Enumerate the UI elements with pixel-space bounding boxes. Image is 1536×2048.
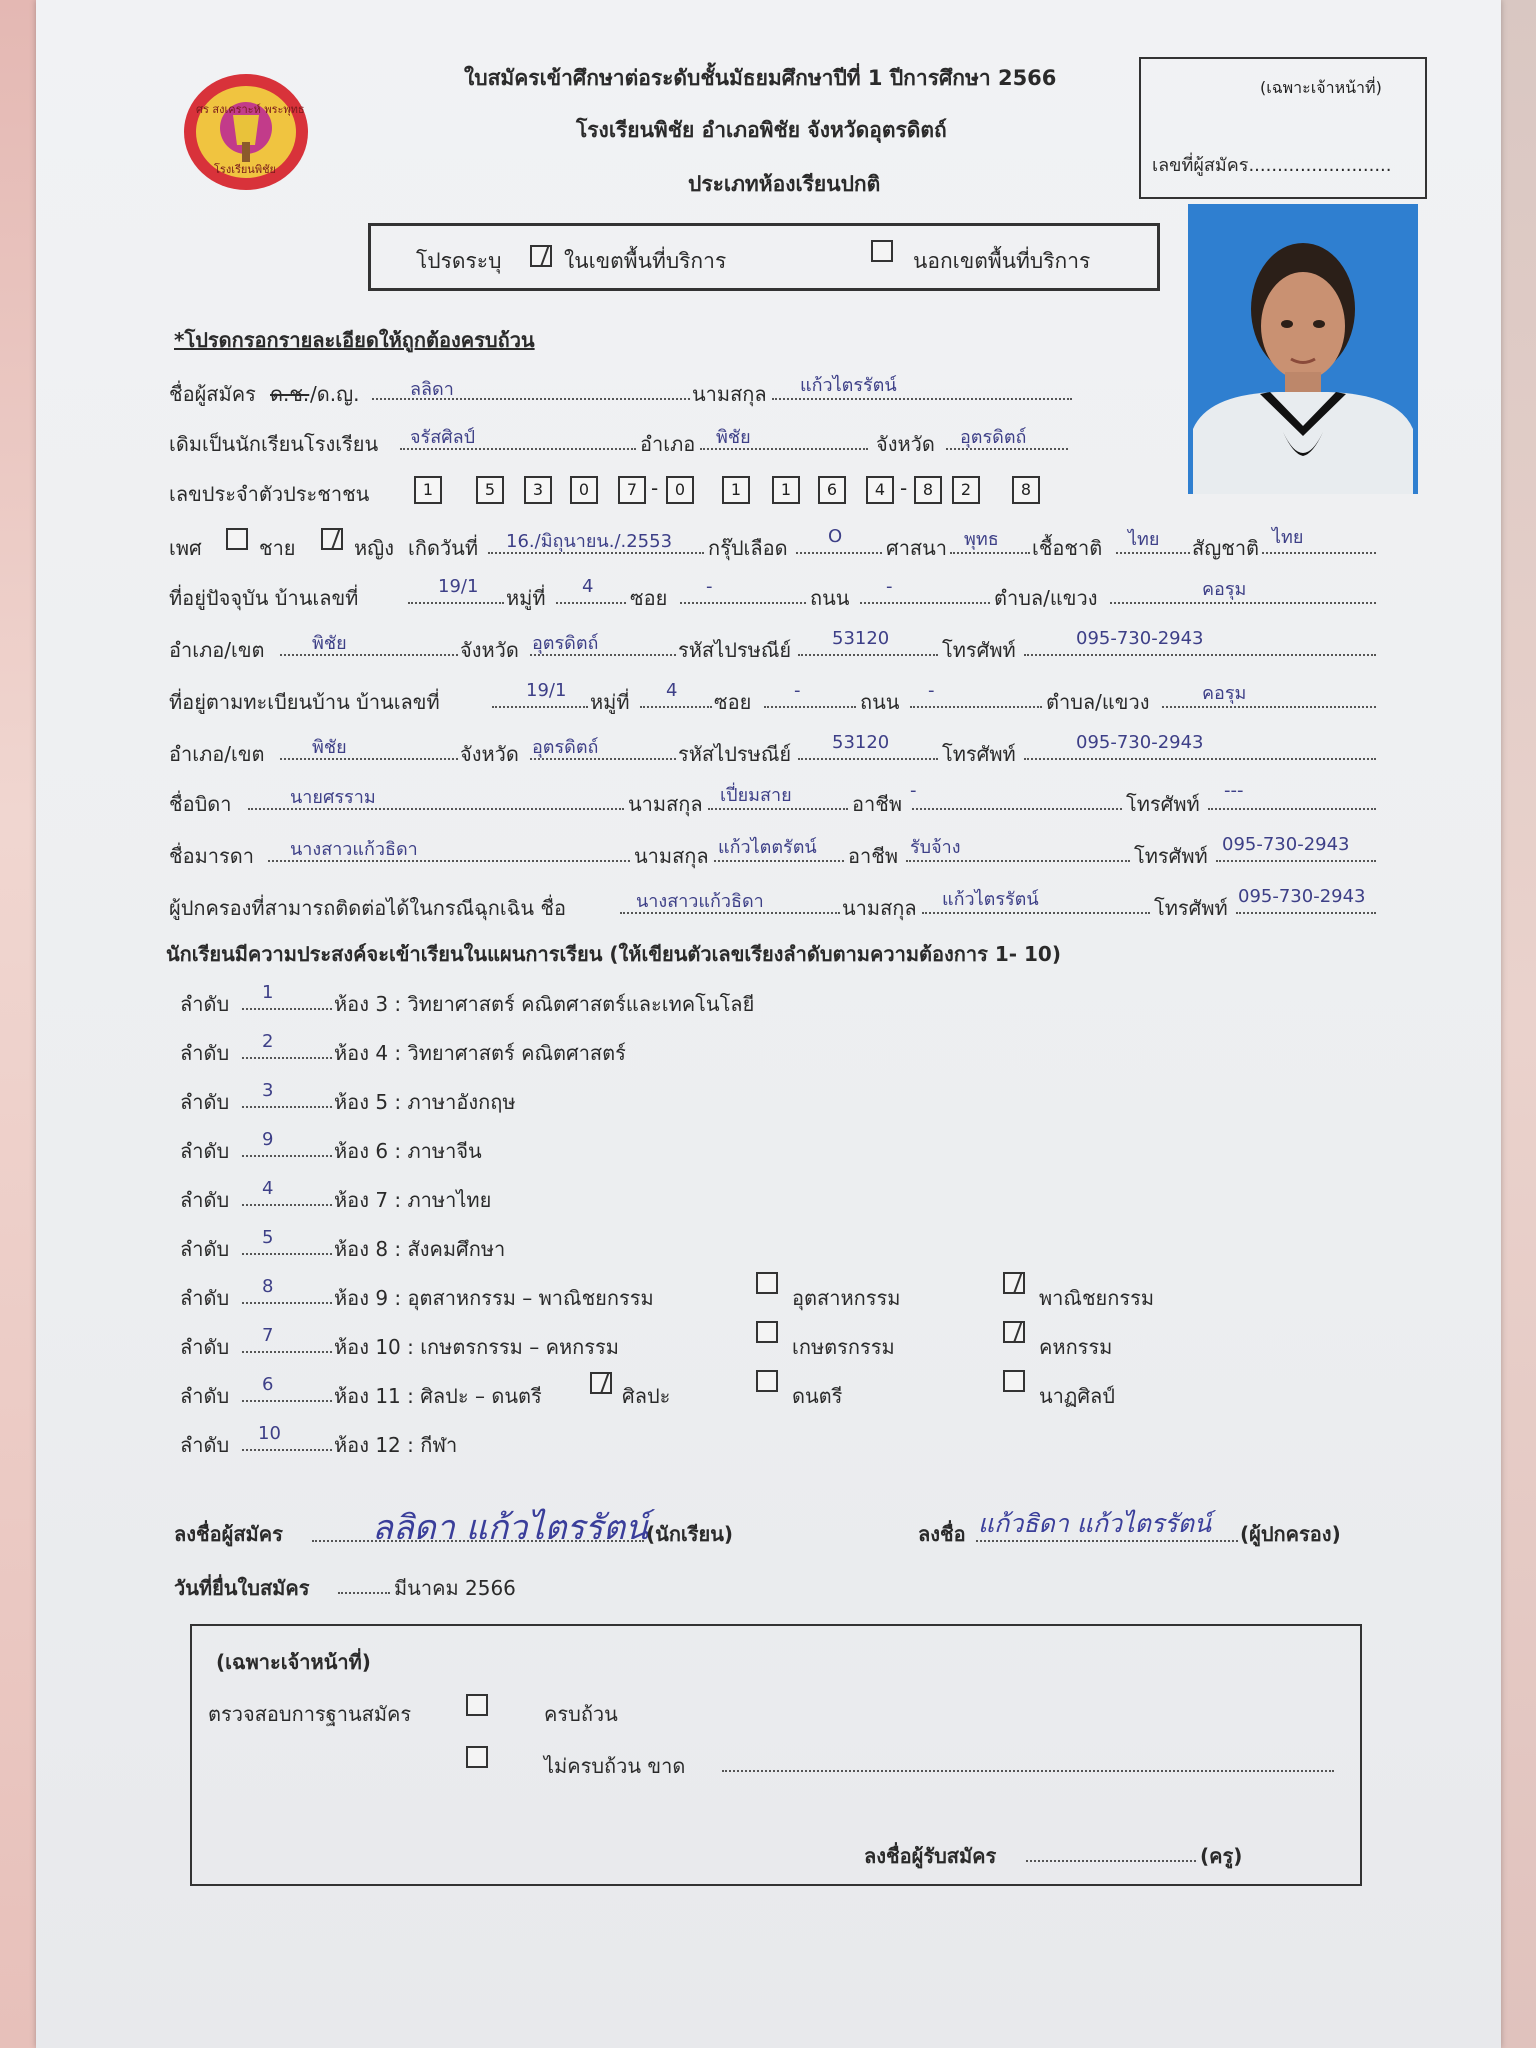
registered-province-label: จังหวัด [460,742,519,766]
complete-label: ครบถ้วน [544,1702,618,1726]
prev-district-label: อำเภอ [640,432,696,456]
current-house-line [408,602,504,604]
current-house-value[interactable]: 19/1 [438,576,479,597]
order-label: ลำดับ [180,1090,230,1114]
registered-phone-value[interactable]: 095-730-2943 [1076,732,1204,753]
blood-value[interactable]: O [828,526,843,547]
applicant-sign-label: ลงชื่อผู้สมัคร [174,1522,283,1546]
current-road-label: ถนน [810,586,850,610]
order-line [242,1106,332,1108]
home-economics-label: คหกรรม [1039,1335,1113,1359]
blood-line [796,552,882,554]
current-province-value[interactable]: อุตรดิตถ์ [532,633,599,654]
father-job-label: อาชีพ [852,792,902,816]
nationality-label: สัญชาติ [1192,536,1260,560]
registered-tambon-value[interactable]: คอรุม [1202,683,1247,704]
father-surname-label: นามสกุล [628,792,703,816]
in-area-label: ในเขตพื้นที่บริการ [564,249,727,273]
current-amphoe-line [280,654,458,656]
officer-title: (เฉพาะเจ้าหน้าที่) [216,1650,371,1674]
room-label: ห้อง 8 : สังคมศึกษา [334,1237,506,1261]
order-line [242,1400,332,1402]
industry-checkbox[interactable] [756,1272,778,1294]
order-value[interactable]: 3 [262,1080,274,1101]
current-soi-line [680,602,806,604]
id-digit[interactable]: 4 [866,476,894,504]
surname-value[interactable]: แก้วไตรรัตน์ [800,375,897,396]
applicant-signature: ลลิดา แก้วไตรรัตน์ [372,1508,649,1548]
order-value[interactable]: 6 [262,1374,274,1395]
father-job-line [912,808,1122,810]
father-label: ชื่อบิดา [169,792,232,816]
id-digit[interactable]: 7 [618,476,646,504]
female-checkbox[interactable] [321,528,343,550]
registered-moo-value[interactable]: 4 [666,680,678,701]
mother-job-label: อาชีพ [848,844,898,868]
order-line [242,1253,332,1255]
current-phone-value[interactable]: 095-730-2943 [1076,628,1204,649]
birth-label: เกิดวันที่ [408,536,479,560]
father-phone-label: โทรศัพท์ [1126,792,1200,816]
form-title: ใบสมัครเข้าศึกษาต่อระดับชั้นมัธยมศึกษาปีที่ 1 ปีการศึกษา 2566 [464,66,1057,90]
guardian-sign-label: ลงชื่อ [918,1522,966,1546]
guardian-phone-value[interactable]: 095-730-2943 [1238,886,1366,907]
order-label: ลำดับ [180,1237,230,1261]
incomplete-checkbox[interactable] [466,1746,488,1768]
room-label: ห้อง 12 : กีฬา [334,1433,458,1457]
registered-house-line [492,706,588,708]
father-name-value[interactable]: นายศรราม [290,787,376,808]
id-digit[interactable]: 3 [524,476,552,504]
registered-soi-label: ซอย [714,690,752,714]
mother-name-value[interactable]: นางสาวแก้วธิดา [290,839,418,860]
out-area-checkbox[interactable] [871,240,893,262]
id-digit[interactable]: 0 [666,476,694,504]
order-line [242,1008,332,1010]
prev-district-value[interactable]: พิชัย [716,427,751,448]
order-value[interactable]: 4 [262,1178,274,1199]
father-phone-line [1208,808,1376,810]
registered-amphoe-label: อำเภอ/เขต [169,742,265,766]
nationality-line [1262,552,1376,554]
dance-checkbox[interactable] [1003,1370,1025,1392]
registered-house-value[interactable]: 19/1 [526,680,567,701]
registered-tambon-label: ตำบล/แขวง [1046,690,1150,714]
mother-surname-value[interactable]: แก้วไตตรัตน์ [718,837,817,858]
title-struck: ด.ช. [270,382,310,406]
id-digit[interactable]: 1 [414,476,442,504]
religion-label: ศาสนา [886,536,948,560]
registered-tambon-line [1162,706,1376,708]
id-digit[interactable]: 6 [818,476,846,504]
id-dash: - [651,476,659,500]
order-line [242,1204,332,1206]
current-moo-label: หมู่ที่ [506,586,546,610]
registered-moo-line [640,706,712,708]
registered-zip-line [798,758,938,760]
agriculture-checkbox[interactable] [756,1321,778,1343]
industry-label: อุตสาหกรรม [792,1286,901,1310]
registered-address-label: ที่อยู่ตามทะเบียนบ้าน บ้านเลขที่ [169,690,440,714]
instruction: *โปรดกรอกรายละเอียดให้ถูกต้องครบถ้วน [174,328,535,352]
nationality-value[interactable]: ไทย [1272,527,1304,548]
guardian-surname-value[interactable]: แก้วไตรรัตน์ [942,889,1039,910]
father-job-value[interactable]: - [910,780,917,801]
male-label: ชาย [259,536,296,560]
room-label: ห้อง 10 : เกษตรกรรม – คหกรรม [334,1335,619,1359]
order-label: ลำดับ [180,1433,230,1457]
order-label: ลำดับ [180,1139,230,1163]
order-value[interactable]: 1 [262,982,274,1003]
current-moo-value[interactable]: 4 [582,576,594,597]
school-name: โรงเรียนพิชัย อำเภอพิชัย จังหวัดอุตรดิตถ์ [576,118,947,142]
order-label: ลำดับ [180,1286,230,1310]
order-label: ลำดับ [180,1335,230,1359]
receiver-sign-line[interactable] [1026,1860,1196,1862]
registered-zip-value[interactable]: 53120 [832,732,890,753]
prev-school-label: เดิมเป็นนักเรียนโรงเรียน [169,432,379,456]
current-province-label: จังหวัด [460,638,519,662]
receiver-sign-label: ลงชื่อผู้รับสมัคร [864,1844,997,1868]
mother-label: ชื่อมารดา [169,844,254,868]
current-soi-label: ซอย [630,586,668,610]
current-tambon-label: ตำบล/แขวง [994,586,1098,610]
complete-checkbox[interactable] [466,1694,488,1716]
prev-province-label: จังหวัด [876,432,935,456]
id-dash: - [900,476,908,500]
home-economics-checkbox[interactable] [1003,1321,1025,1343]
missing-items-line[interactable] [722,1770,1334,1772]
id-digit[interactable]: 2 [952,476,980,504]
guardian-surname-label: นามสกุล [842,896,917,920]
incomplete-label: ไม่ครบถ้วน ขาด [544,1754,686,1778]
registered-phone-label: โทรศัพท์ [942,742,1016,766]
music-checkbox[interactable] [756,1370,778,1392]
mother-phone-label: โทรศัพท์ [1134,844,1208,868]
room-label: ห้อง 7 : ภาษาไทย [334,1188,492,1212]
in-area-checkbox[interactable] [530,245,552,267]
registered-phone-line [1024,758,1376,760]
guardian-phone-label: โทรศัพท์ [1154,896,1228,920]
female-label: หญิง [354,536,394,560]
commerce-checkbox[interactable] [1003,1272,1025,1294]
current-tambon-value[interactable]: คอรุม [1202,579,1247,600]
room-label: ห้อง 11 : ศิลปะ – ดนตรี [334,1384,542,1408]
applicant-name-label: ชื่อผู้สมัคร [169,382,256,406]
plan-heading: นักเรียนมีความประสงค์จะเข้าเรียนในแผนการเรียน (ให้เขียนตัวเลขเรียงลำดับตามความต้องการ 1- 10) [166,942,1061,966]
applicant-number-label[interactable]: เลขที่ผู้สมัคร......................... [1152,155,1392,176]
registered-zip-label: รหัสไปรษณีย์ [678,742,792,766]
order-label: ลำดับ [180,992,230,1016]
room-label: ห้อง 6 : ภาษาจีน [334,1139,482,1163]
registered-road-value[interactable]: - [928,680,935,701]
id-label: เลขประจำตัวประชาชน [169,482,370,506]
guardian-name-value[interactable]: นางสาวแก้วธิดา [636,891,764,912]
order-value[interactable]: 2 [262,1031,274,1052]
receiver-sign-suffix: (ครู) [1200,1844,1243,1868]
current-soi-value[interactable]: - [706,576,713,597]
prev-province-value[interactable]: อุตรดิตถ์ [960,427,1027,448]
registered-soi-line [764,706,856,708]
current-road-line [860,602,990,604]
commerce-label: พาณิชยกรรม [1039,1286,1155,1310]
religion-value[interactable]: พุทธ [964,529,999,550]
birth-value[interactable]: 16./มิถุนายน./.2553 [506,531,673,552]
music-label: ดนตรี [792,1384,843,1408]
logo-top-text: ศร สงเคราะห์ พระพุทธ [196,103,305,116]
registered-road-line [910,706,1042,708]
order-value[interactable]: 5 [262,1227,274,1248]
officer-check-label: ตรวจสอบการฐานสมัคร [208,1702,412,1726]
mother-phone-value[interactable]: 095-730-2943 [1222,834,1350,855]
submit-date-line [338,1592,390,1594]
first-name-value[interactable]: ลลิดา [410,379,454,400]
order-value[interactable]: 8 [262,1276,274,1297]
prev-school-value[interactable]: จรัสศิลป์ [410,427,476,448]
current-zip-label: รหัสไปรษณีย์ [678,638,792,662]
current-road-value[interactable]: - [886,576,893,597]
father-phone-value[interactable]: --- [1224,780,1244,801]
room-label: ห้อง 4 : วิทยาศาสตร์ คณิตศาสตร์ [334,1041,626,1065]
application-form [36,0,1501,2048]
id-digit[interactable]: 0 [570,476,598,504]
submit-date-label: วันที่ยื่นใบสมัคร [174,1576,310,1600]
order-value[interactable]: 10 [258,1423,281,1444]
current-zip-line [798,654,938,656]
registered-amphoe-line [280,758,458,760]
guardian-phone-line [1236,912,1376,914]
guardian-sign-suffix: (ผู้ปกครอง) [1240,1522,1341,1546]
order-label: ลำดับ [180,1041,230,1065]
order-label: ลำดับ [180,1188,230,1212]
agriculture-label: เกษตรกรรม [792,1335,895,1359]
registered-road-label: ถนน [860,690,900,714]
current-zip-value[interactable]: 53120 [832,628,890,649]
gender-label: เพศ [169,536,202,560]
title-kept: /ด.ญ. [310,382,360,406]
guardian-label: ผู้ปกครองที่สามารถติดต่อได้ในกรณีฉุกเฉิน ชื่อ [169,896,566,920]
officer-box-title: (เฉพาะเจ้าหน้าที่) [1260,78,1382,97]
room-label: ห้อง 5 : ภาษาอังกฤษ [334,1090,516,1114]
id-digit[interactable]: 1 [722,476,750,504]
current-moo-line [556,602,626,604]
mother-phone-line [1216,860,1376,862]
out-area-label: นอกเขตพื้นที่บริการ [913,249,1091,273]
id-digit[interactable]: 5 [476,476,504,504]
order-line [242,1057,332,1059]
race-value[interactable]: ไทย [1128,529,1160,550]
submit-date-value: มีนาคม 2566 [394,1576,516,1600]
current-phone-line [1024,654,1376,656]
registered-moo-label: หมู่ที่ [590,690,630,714]
order-value[interactable]: 9 [262,1129,274,1150]
order-line [242,1449,332,1451]
room-label: ห้อง 9 : อุตสาหกรรม – พาณิชยกรรม [334,1286,654,1310]
id-digit[interactable]: 8 [1012,476,1040,504]
applicant-photo [1188,204,1418,494]
art-checkbox[interactable] [590,1372,612,1394]
art-label: ศิลปะ [622,1384,671,1408]
blood-label: กรุ๊ปเลือด [708,536,788,560]
mother-surname-label: นามสกุล [634,844,709,868]
dance-label: นาฏศิลป์ [1039,1384,1115,1408]
room-label: ห้อง 3 : วิทยาศาสตร์ คณิตศาสตร์และเทคโนโลยี [334,992,755,1016]
order-line [242,1302,332,1304]
current-address-label: ที่อยู่ปัจจุบัน บ้านเลขที่ [169,586,359,610]
id-digit[interactable]: 8 [914,476,942,504]
current-amphoe-label: อำเภอ/เขต [169,638,265,662]
mother-job-value[interactable]: รับจ้าง [910,837,961,858]
current-amphoe-value[interactable]: พิชัย [312,633,347,654]
order-value[interactable]: 7 [262,1325,274,1346]
male-checkbox[interactable] [226,528,248,550]
race-label: เชื้อชาติ [1032,536,1103,560]
registered-soi-value[interactable]: - [794,680,801,701]
surname-label: นามสกุล [692,382,767,406]
order-label: ลำดับ [180,1384,230,1408]
father-surname-value[interactable]: เปี่ยมสาย [720,785,792,806]
order-line [242,1155,332,1157]
class-type: ประเภทห้องเรียนปกติ [688,172,881,196]
current-phone-label: โทรศัพท์ [942,638,1016,662]
guardian-signature: แก้วธิดา แก้วไตรรัตน์ [978,1509,1212,1538]
registered-amphoe-value[interactable]: พิชัย [312,737,347,758]
area-prefix: โปรดระบุ [416,249,502,273]
registered-province-value[interactable]: อุตรดิตถ์ [532,737,599,758]
id-digit[interactable]: 1 [772,476,800,504]
applicant-sign-suffix: (นักเรียน) [646,1522,734,1546]
logo-bottom-text: โรงเรียนพิชัย [214,163,276,176]
order-line [242,1351,332,1353]
